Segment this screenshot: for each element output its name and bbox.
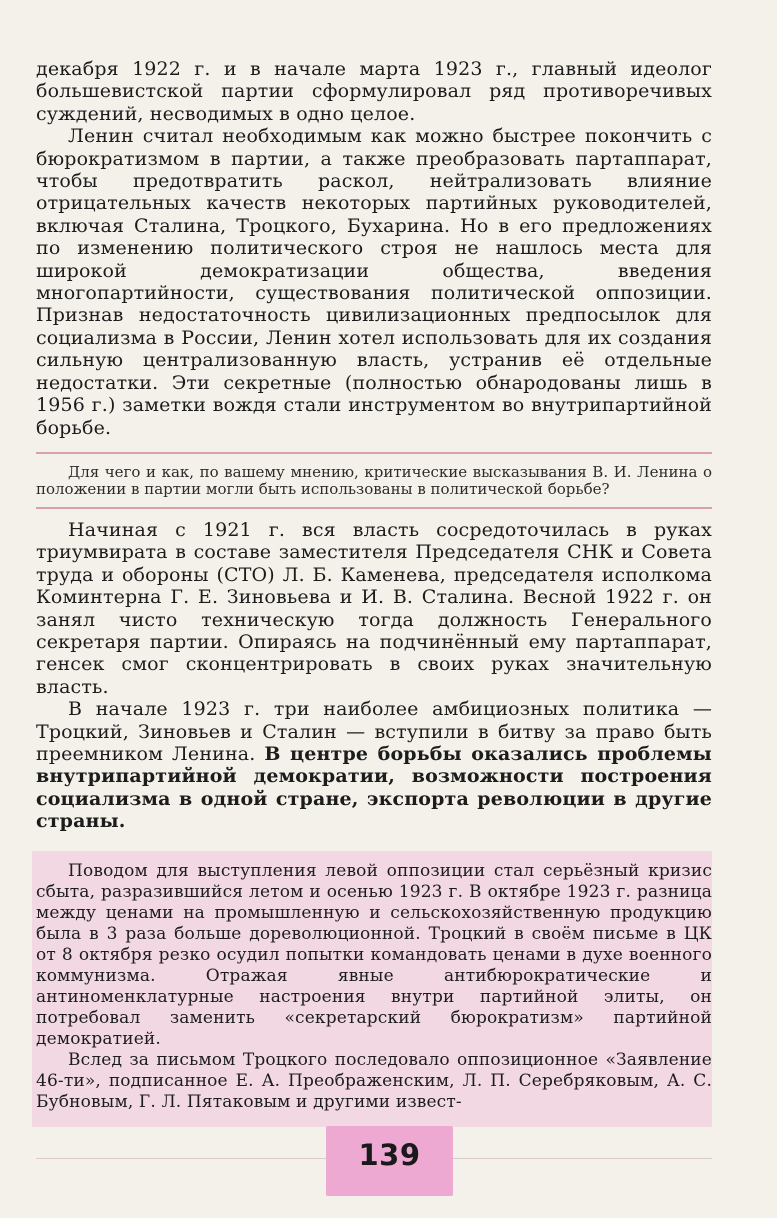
highlighted-box bbox=[32, 851, 712, 1127]
paragraph-left-opposition: Поводом для выступления левой оппозиции стал серьёзный кризис сбыта, разразившийся летом и осенью 1923 г. В октябре 1923 г. разница между ценами на промышленную и сельскохозяйственную продукцию была в 3 раза больше дореволюционной. Троцкий в своём письме в ЦК от 8 октября резко осудил попытки командовать ценами в духе военного коммунизма. Отражая явные антибюрократические и антиноменклатурные настроения внутри партийной элиты, он потребовал заменить «секретарский бюрократизм» партийной демократией. bbox=[36, 860, 712, 1049]
paragraph-lenin-bureaucracy: Ленин считал необходимым как можно быстрее покончить с бюрократизмом в партии, а также преобразовать партаппарат, чтобы предотвратить раскол, нейтрализовать влияние отрицательных качеств некоторых партийных руководителей, включая Сталина, Троцкого, Бухарина. Но в его предложениях по изменению политического строя не нашлось места для широкой демократизации общества, введения многопартийности, существования политической оппозиции. Признав недостаточность цивилизационных предпосылок для социализма в России, Ленин хотел использовать для их создания сильную централизованную власть, устранив её отдельные недостатки. Эти секретные (полностью обнародованы лишь в 1956 г.) заметки вождя стали инструментом во внутрипартийной борьбе. bbox=[36, 125, 712, 439]
page-number: 139 bbox=[358, 1138, 421, 1172]
question-box bbox=[36, 452, 712, 509]
main-text-section bbox=[36, 519, 712, 833]
paragraph-continuation: декабря 1922 г. и в начале марта 1923 г., главный идеолог большевистской партии сформулировал ряд противоречивых суждений, несводимых в одно целое. bbox=[36, 58, 712, 125]
paragraph-triumvirate: Начиная с 1921 г. вся власть сосредоточилась в руках триумвирата в составе заместителя Председателя СНК и Совета труда и обороны (СТО) Л. Б. Каменева, председателя исполкома Коминтерна Г. Е. Зиновьева и И. В. Сталина. Весной 1922 г. он занял чисто техническую тогда должность Генерального секретаря партии. Опираясь на подчинённый ему партаппарат, генсек смог сконцентрировать в своих руках значительную власть. bbox=[36, 518, 712, 698]
page-number-tab bbox=[326, 1126, 453, 1196]
paragraph-succession-struggle bbox=[36, 698, 712, 832]
succession-plain-text: В начале 1923 г. три наиболее амбициозных политика — Троцкий, Зиновьев и Сталин — вступили в битву за право быть преемником Ленина. bbox=[36, 698, 712, 765]
paragraph-statement-46: Вслед за письмом Троцкого последовало оппозиционное «Заявление 46-ти», подписанное Е. А. Преображенским, Л. П. Серебряковым, А. С. Бубновым, Г. Л. Пятаковым и другими извест- bbox=[36, 1049, 712, 1112]
page-content bbox=[36, 58, 712, 1127]
succession-bold-text: В центре борьбы оказались проблемы внутрипартийной демократии, возможности построения социализма в одной стране, экспорта революции в другие страны. bbox=[36, 742, 712, 833]
question-text: Для чего и как, по вашему мнению, критические высказывания В. И. Ленина о положении в партии могли быть использованы в политической борьбе? bbox=[36, 462, 712, 499]
